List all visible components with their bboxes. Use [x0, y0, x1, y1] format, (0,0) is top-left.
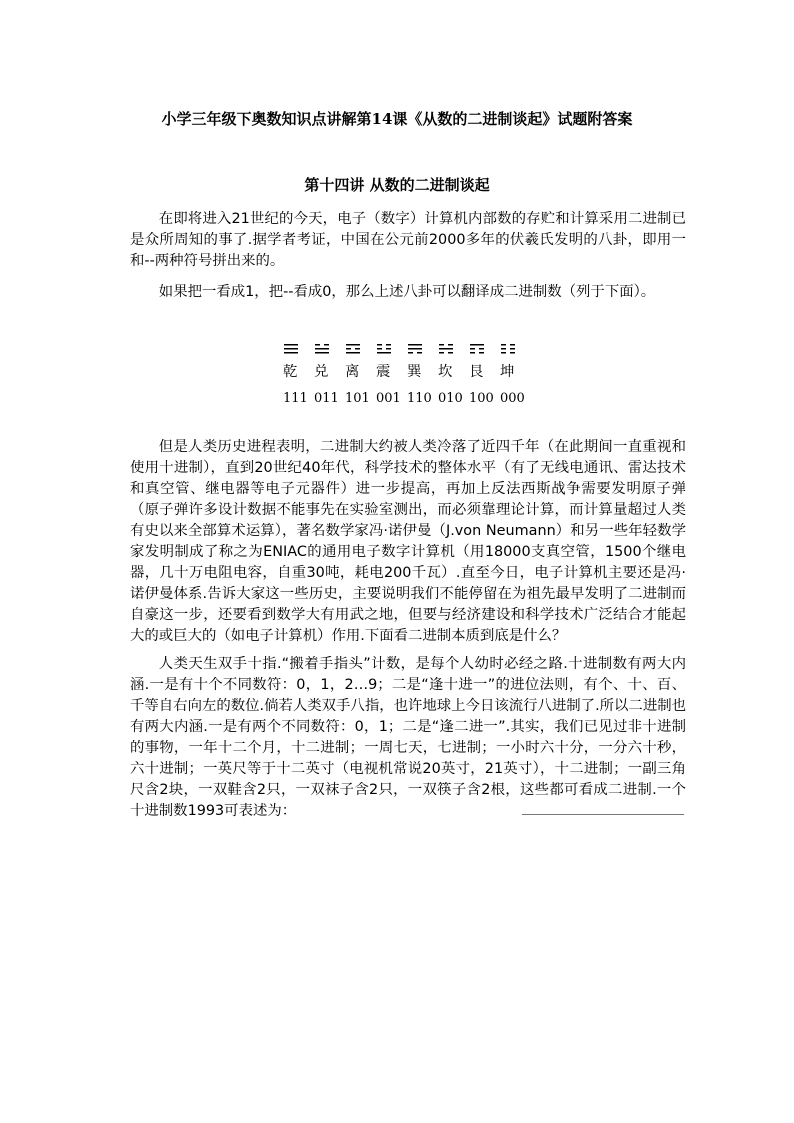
yin-line	[470, 352, 475, 354]
yin-line	[315, 344, 320, 346]
yin-line	[346, 348, 351, 350]
trigram-symbol-icon	[500, 343, 516, 354]
document-title: 小学三年级下奥数知识点讲解第14课《从数的二进制谈起》试题附答案	[161, 110, 633, 128]
yin-line	[501, 348, 506, 350]
lecture-title: 第十四讲 从数的二进制谈起	[304, 176, 490, 194]
trigram-symbol	[469, 339, 500, 358]
yang-line	[315, 348, 329, 350]
trigram-name: 坤	[500, 364, 515, 380]
trigram-symbol-icon	[407, 343, 423, 354]
trigram-symbol-row	[283, 339, 543, 358]
trigram-binary-code: 011	[314, 391, 339, 406]
yin-line	[386, 344, 391, 346]
yin-line	[510, 344, 515, 346]
yang-line	[439, 348, 453, 350]
yang-line	[408, 344, 422, 346]
yin-line	[510, 348, 515, 350]
trigram-name-row	[283, 358, 543, 382]
trigram-name: 坎	[438, 364, 453, 380]
trigram-binary-code: 101	[345, 391, 370, 406]
yang-line	[284, 352, 298, 354]
yang-line	[284, 348, 298, 350]
trigram-binary-code: 110	[407, 391, 432, 406]
trigram-symbol	[376, 339, 407, 358]
yang-line	[284, 344, 298, 346]
trigram-binary-code: 001	[376, 391, 401, 406]
yin-line	[324, 344, 329, 346]
trigram-symbol	[314, 339, 345, 358]
trigram-name: 艮	[469, 364, 484, 380]
trigram-symbol-icon	[376, 343, 392, 354]
yin-line	[479, 352, 484, 354]
yin-line	[501, 344, 506, 346]
paragraph-intro: 在即将进入21世纪的今天，电子（数字）计算机内部数的存贮和计算采用二进制已是众所周知的事了.据学者考证，中国在公元前2000多年的伏羲氏发明的八卦，即用一和--两种符号拼出来的。	[130, 211, 686, 269]
paragraph-fingers: 人类天生双手十指.“搬着手指头”计数，是每个人幼时必经之路.十进制数有两大内涵.一是有十个不同数符：0，1，2…9；二是“逢十进一”的进位法则，有个、十、百、千等自右向左的数位.倘若人类双手八指，也许地球上今日该流行八进制了.所以二进制也有两大内涵.一是有两个不同数符：0，1；二是“逢二进一”.其实，我们已见过非十进制的事物，一年十二个月，十二进制；一周七天，七进制；一小时六十分，一分六十秒，六十进制；一英尺等于十二英寸（电视机常说20英寸，21英寸），十二进制；一副三角尺含2块，一双鞋含2只，一双袜子含2只，一双筷子含2根，这些都可看成二进制.一个十进制数1993可表述为：	[130, 656, 686, 819]
yin-line	[417, 352, 422, 354]
yin-line	[355, 348, 360, 350]
trigram-name: 离	[345, 364, 360, 380]
yin-line	[501, 352, 506, 354]
yang-line	[315, 352, 329, 354]
yang-line	[408, 348, 422, 350]
trigram-code-row	[283, 382, 543, 408]
bottom-divider	[522, 814, 684, 815]
yang-line	[346, 344, 360, 346]
yin-line	[479, 348, 484, 350]
yin-line	[408, 352, 413, 354]
yin-line	[377, 348, 382, 350]
trigram-symbol	[407, 339, 438, 358]
trigram-symbol	[283, 339, 314, 358]
trigram-binary-code: 010	[438, 391, 463, 406]
trigram-name: 震	[376, 364, 391, 380]
trigram-symbol	[438, 339, 469, 358]
trigram-binary-code: 111	[283, 391, 308, 406]
trigram-name: 兑	[314, 364, 329, 380]
trigram-name: 巽	[407, 364, 422, 380]
paragraph-history: 但是人类历史进程表明，二进制大约被人类冷落了近四千年（在此期间一直重视和使用十进制），直到20世纪40年代，科学技术的整体水平（有了无线电通讯、雷达技术和真空管、继电器等电子元器件）进一步提高，再加上反法西斯战争需要发明原子弹（原子弹许多设计数据不能事先在实验室测出，而必须靠理论计算，而计算量超过人类有史以来全部算术运算），著名数学家冯·诺伊曼（J.von Neumann）和另一些年轻数学家发明制成了称之为ENIAC的通用电子数字计算机（用18000支真空管，1500个继电器，几十万电阻电容，自重30吨，耗电200千瓦）.直至今日，电子计算机主要还是冯·诺伊曼体系.告诉大家这一些历史，主要说明我们不能停留在为祖先最早发明了二进制而自豪这一步，还要看到数学大有用武之地，但要与经济建设和科学技术广泛结合才能起大的或巨大的（如电子计算机）作用.下面看二进制本质到底是什么？	[130, 439, 686, 644]
paragraph-translation: 如果把一看成1，把--看成0，那么上述八卦可以翻译成二进制数（列于下面）。	[158, 284, 656, 300]
yin-line	[448, 344, 453, 346]
yin-line	[439, 352, 444, 354]
trigram-binary-code: 000	[500, 391, 525, 406]
trigram-symbol-icon	[438, 343, 454, 354]
trigram-symbol	[345, 339, 376, 358]
yin-line	[510, 352, 515, 354]
yang-line	[470, 344, 484, 346]
yin-line	[377, 344, 382, 346]
yin-line	[470, 348, 475, 350]
trigram-table	[283, 339, 543, 408]
trigram-symbol-icon	[345, 343, 361, 354]
yin-line	[386, 348, 391, 350]
trigram-symbol	[500, 339, 531, 358]
trigram-symbol-icon	[283, 343, 299, 354]
yang-line	[377, 352, 391, 354]
yang-line	[346, 352, 360, 354]
yin-line	[448, 352, 453, 354]
yin-line	[439, 344, 444, 346]
trigram-name: 乾	[283, 364, 298, 380]
trigram-binary-code: 100	[469, 391, 494, 406]
trigram-symbol-icon	[469, 343, 485, 354]
trigram-symbol-icon	[314, 343, 330, 354]
